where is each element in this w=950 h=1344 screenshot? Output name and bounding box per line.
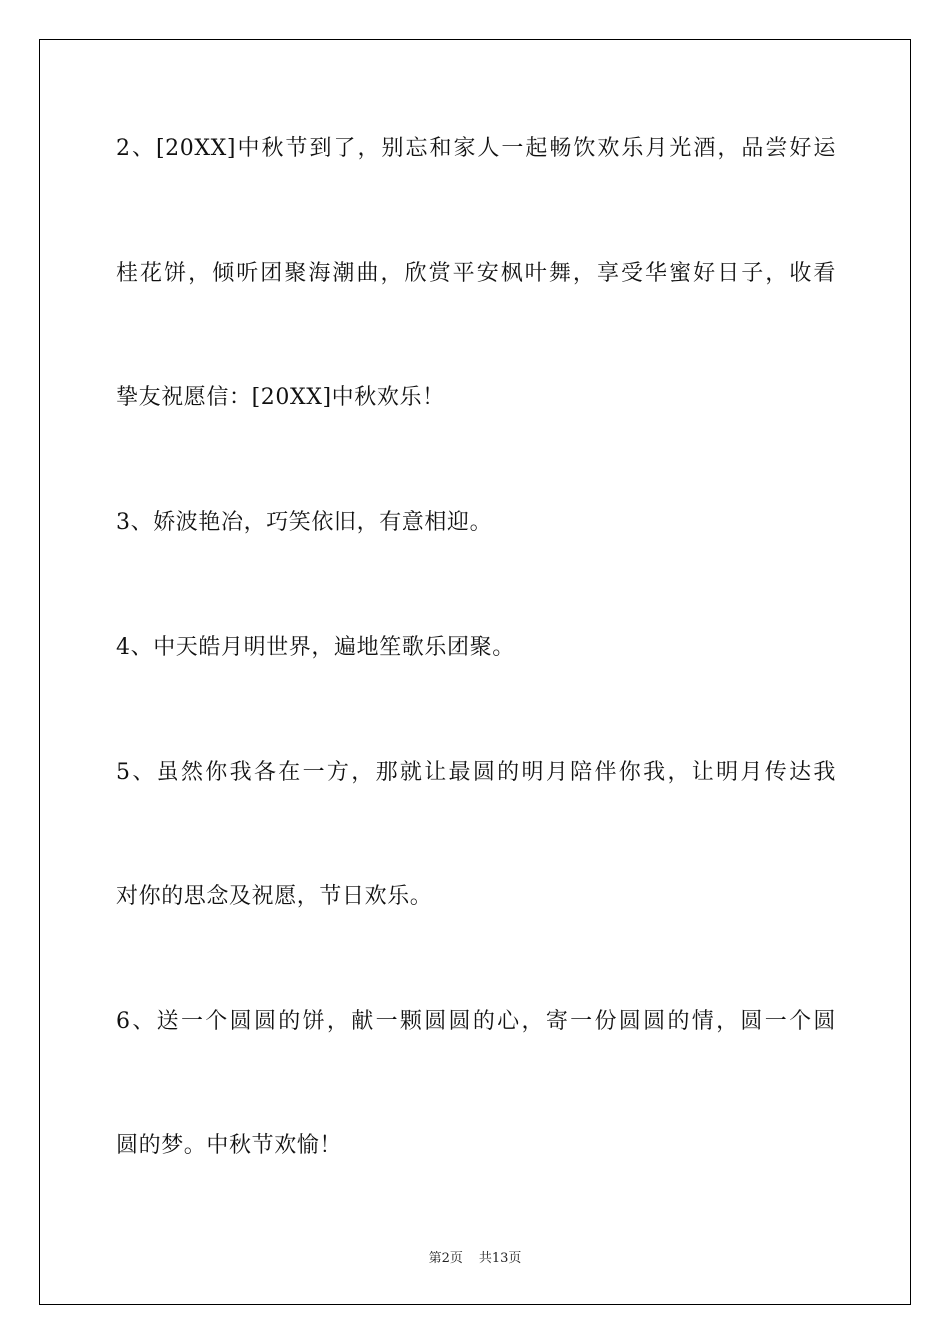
text-line: 桂花饼，倾听团聚海潮曲，欣赏平安枫叶舞，享受华蜜好日子，收看	[116, 261, 836, 286]
text-line: 2、[20XX]中秋节到了，别忘和家人一起畅饮欢乐月光酒，品尝好运	[116, 136, 836, 161]
page-total: 共13页	[478, 1251, 522, 1266]
text-line: 4、中天皓月明世界，遍地笙歌乐团聚。	[116, 635, 515, 660]
text-line: 挚友祝愿信：[20XX]中秋欢乐！	[116, 385, 445, 410]
text-line: 对你的思念及祝愿，节日欢乐。	[116, 884, 433, 909]
page-footer	[0, 1247, 950, 1266]
text-line: 圆的梦。中秋节欢愉！	[116, 1133, 343, 1158]
text-line: 5、虽然你我各在一方，那就让最圆的明月陪伴你我，让明月传达我	[116, 760, 836, 785]
page-border	[39, 39, 911, 1305]
text-line: 6、送一个圆圆的饼，献一颗圆圆的心，寄一份圆圆的情，圆一个圆	[116, 1009, 836, 1034]
page-number: 第2页	[428, 1251, 463, 1266]
text-line: 3、娇波艳冶，巧笑依旧，有意相迎。	[116, 510, 493, 535]
